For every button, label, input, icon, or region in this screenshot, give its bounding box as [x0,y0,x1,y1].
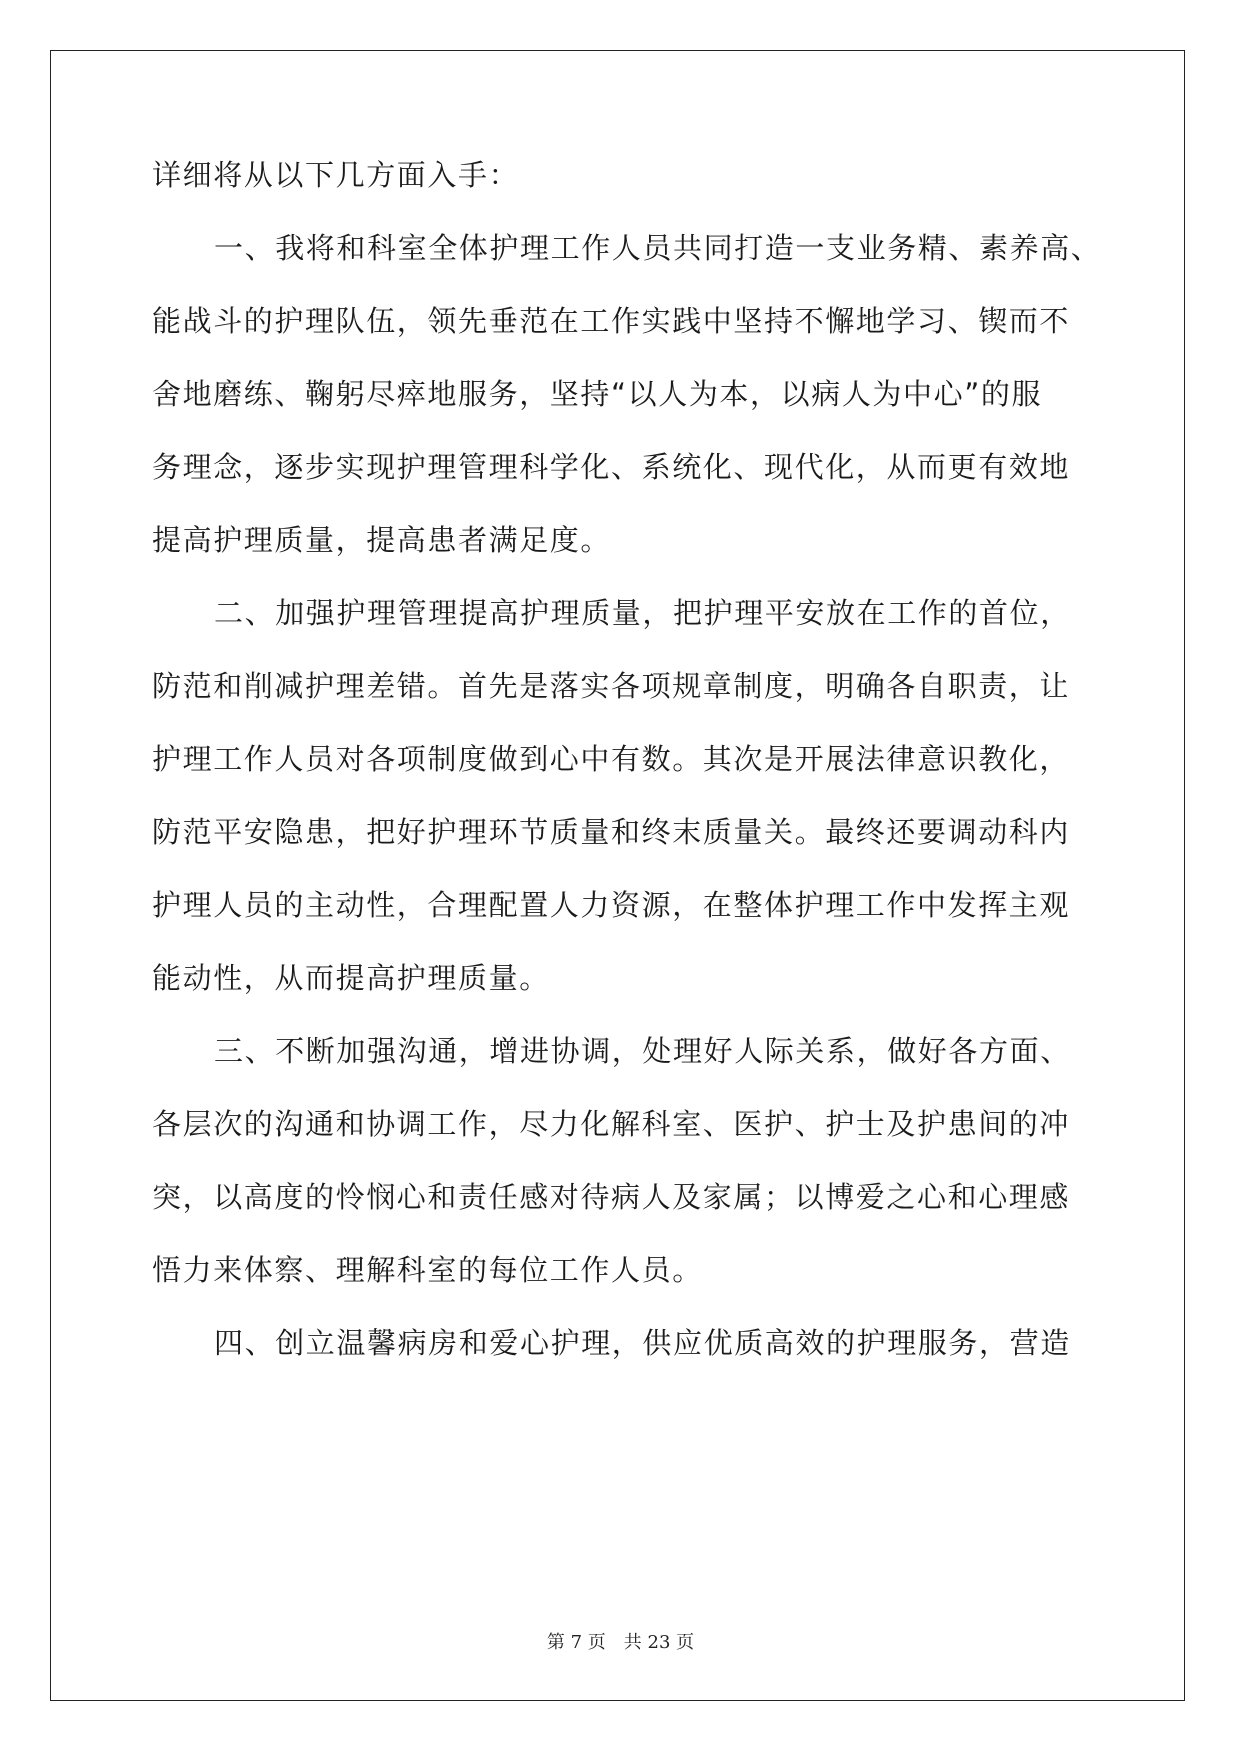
text-line: 舍地磨练、鞠躬尽瘁地服务，坚持“以人为本，以病人为中心”的服 [152,377,1043,411]
text-line: 各层次的沟通和协调工作，尽力化解科室、医护、护士及护患间的冲 [152,1107,1071,1141]
text-line: 悟力来体察、理解科室的每位工作人员。 [152,1253,703,1287]
text-line: 详细将从以下几方面入手： [152,158,520,192]
paragraph-2-start: 二、加强护理管理提高护理质量，把护理平安放在工作的首位， [214,596,1071,630]
text-line: 护理人员的主动性，合理配置人力资源，在整体护理工作中发挥主观 [152,888,1071,922]
text-line: 能战斗的护理队伍，领先垂范在工作实践中坚持不懈地学习、锲而不 [152,304,1071,338]
text-line: 防范平安隐患，把好护理环节质量和终末质量关。最终还要调动科内 [152,815,1071,849]
paragraph-4-start: 四、创立温馨病房和爱心护理，供应优质高效的护理服务，营造 [214,1326,1071,1360]
text-line: 突，以高度的怜悯心和责任感对待病人及家属；以博爱之心和心理感 [152,1180,1071,1214]
paragraph-1-start: 一、我将和科室全体护理工作人员共同打造一支业务精、素养高、 [214,231,1102,265]
page-border [50,50,1185,1701]
text-line: 务理念，逐步实现护理管理科学化、系统化、现代化，从而更有效地 [152,450,1071,484]
text-line: 提高护理质量，提高患者满足度。 [152,523,612,557]
page-number-footer: 第 7 页 共 23 页 [546,1632,695,1653]
text-line: 防范和削减护理差错。首先是落实各项规章制度，明确各自职责，让 [152,669,1071,703]
text-line: 护理工作人员对各项制度做到心中有数。其次是开展法律意识教化， [152,742,1071,776]
paragraph-3-start: 三、不断加强沟通，增进协调，处理好人际关系，做好各方面、 [214,1034,1071,1068]
text-line: 能动性，从而提高护理质量。 [152,961,550,995]
